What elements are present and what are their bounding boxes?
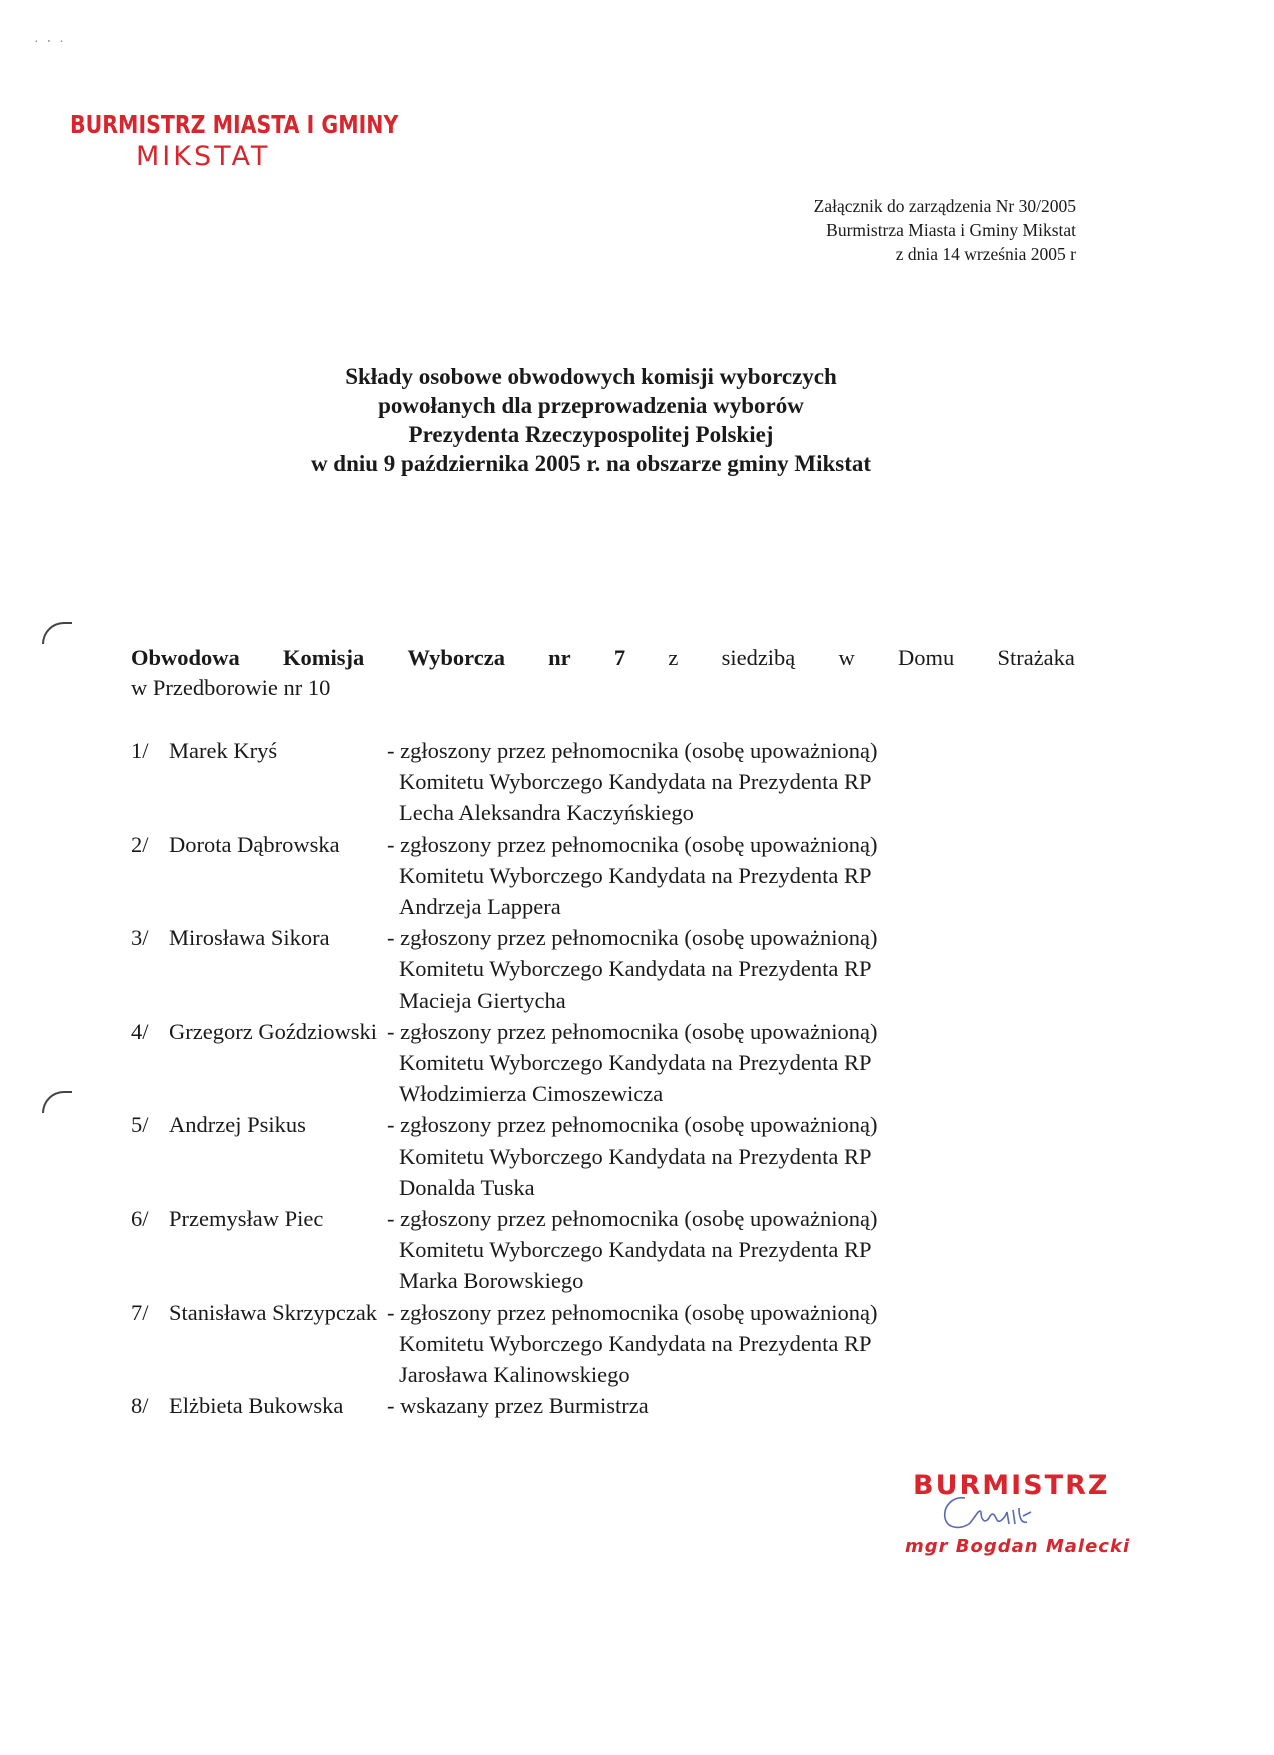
member-description-line: - wskazany przez Burmistrza [387,1393,649,1419]
member-description-line: Marka Borowskiego [399,1268,584,1294]
commission-word: Strażaka [997,645,1075,670]
member-description-line: Komitetu Wyborczego Kandydata na Prezydenta RP [399,862,872,888]
commission-line-1 [131,643,1075,673]
list-item [131,1297,1075,1391]
member-name: Stanisława Skrzypczak [169,1299,378,1325]
stamp-line-2: MIKSTAT [136,141,271,172]
member-description-line: - zgłoszony przez pełnomocnika (osobę upoważnioną) [387,1112,878,1138]
title-line-1: Składy osobowe obwodowych komisji wyborczych [345,364,837,389]
signatory-name: mgr Bogdan Malecki [905,1536,1131,1557]
title-line-3: Prezydenta Rzeczypospolitej Polskiej [408,422,774,447]
signature-title: BURMISTRZ [913,1470,1110,1501]
binder-hole-mark [42,622,72,644]
commission-word: siedzibą [721,645,796,670]
member-description-line: Andrzeja Lappera [399,894,561,920]
member-description-line: Lecha Aleksandra Kaczyńskiego [399,800,694,826]
list-item [131,1109,1075,1203]
list-item [131,1016,1075,1110]
member-name: Mirosława Sikora [169,925,330,951]
commission-word: w [838,645,855,670]
member-description-line: Jarosława Kalinowskiego [399,1362,630,1388]
member-list [131,735,1075,1421]
member-number: 7/ [131,1299,149,1325]
member-name: Andrzej Psikus [169,1112,306,1138]
member-name: Marek Kryś [169,738,278,763]
title-line-4: w dniu 9 października 2005 r. na obszarze gminy Mikstat [310,451,872,476]
scan-specks: ·‧· [34,35,72,50]
member-name: Elżbieta Bukowska [169,1393,344,1419]
commission-word: Obwodowa [131,645,240,670]
annex-line-1: Załącznik do zarządzenia Nr 30/2005 [813,196,1076,216]
member-description-line: Komitetu Wyborczego Kandydata na Prezydenta RP [399,1330,872,1356]
member-number: 1/ [131,738,149,763]
member-description-line: Komitetu Wyborczego Kandydata na Prezydenta RP [399,1237,872,1263]
member-description-line: Komitetu Wyborczego Kandydata na Prezydenta RP [399,769,872,795]
commission-line-2: w Przedborowie nr 10 [131,675,331,700]
list-item [131,1390,1075,1421]
member-description-line: - zgłoszony przez pełnomocnika (osobę upoważnioną) [387,831,878,857]
stamp-line-1: BURMISTRZ MIASTA I GMINY [70,110,399,139]
member-description-line: - zgłoszony przez pełnomocnika (osobę upoważnioną) [387,925,878,951]
commission-word: Komisja [283,645,365,670]
commission-word: Domu [897,645,955,670]
list-item [131,735,1075,829]
handwritten-signature-icon [935,1490,1045,1540]
list-item [131,1203,1075,1297]
commission-word: 7 [613,645,626,670]
member-description-line: - zgłoszony przez pełnomocnika (osobę upoważnioną) [387,1206,878,1232]
document-title [230,362,952,478]
annex-line-3: z dnia 14 września 2005 r [895,244,1076,264]
member-number: 4/ [131,1018,149,1044]
member-name: Dorota Dąbrowska [169,831,340,857]
list-item [131,829,1075,923]
member-description-line: Komitetu Wyborczego Kandydata na Prezydenta RP [399,956,872,982]
member-description-line: Macieja Giertycha [399,987,566,1013]
member-description-line: - zgłoszony przez pełnomocnika (osobę upoważnioną) [387,1018,878,1044]
member-number: 2/ [131,831,149,857]
commission-heading [131,643,1075,703]
member-description-line: Włodzimierza Cimoszewicza [399,1081,664,1107]
member-description-line: Donalda Tuska [399,1174,535,1200]
member-description-line: - zgłoszony przez pełnomocnika (osobę upoważnioną) [387,738,878,763]
member-name: Przemysław Piec [169,1206,324,1232]
member-number: 8/ [131,1393,149,1419]
member-number: 5/ [131,1112,149,1138]
list-item [131,922,1075,1016]
commission-word: Wyborcza [407,645,505,670]
signature-stamp [905,1470,1131,1580]
office-stamp [70,110,470,172]
member-number: 6/ [131,1206,149,1232]
commission-word: z [668,645,679,670]
commission-word: nr [548,645,571,670]
member-description-line: Komitetu Wyborczego Kandydata na Prezydenta RP [399,1143,872,1169]
binder-hole-mark [42,1091,72,1113]
title-line-2: powołanych dla przeprowadzenia wyborów [378,393,804,418]
member-description-line: Komitetu Wyborczego Kandydata na Prezydenta RP [399,1050,872,1076]
annex-line-2: Burmistrza Miasta i Gminy Mikstat [826,220,1076,240]
member-name: Grzegorz Goździowski [169,1018,378,1044]
annex-header [814,194,1076,266]
member-description-line: - zgłoszony przez pełnomocnika (osobę upoważnioną) [387,1299,878,1325]
member-number: 3/ [131,925,149,951]
